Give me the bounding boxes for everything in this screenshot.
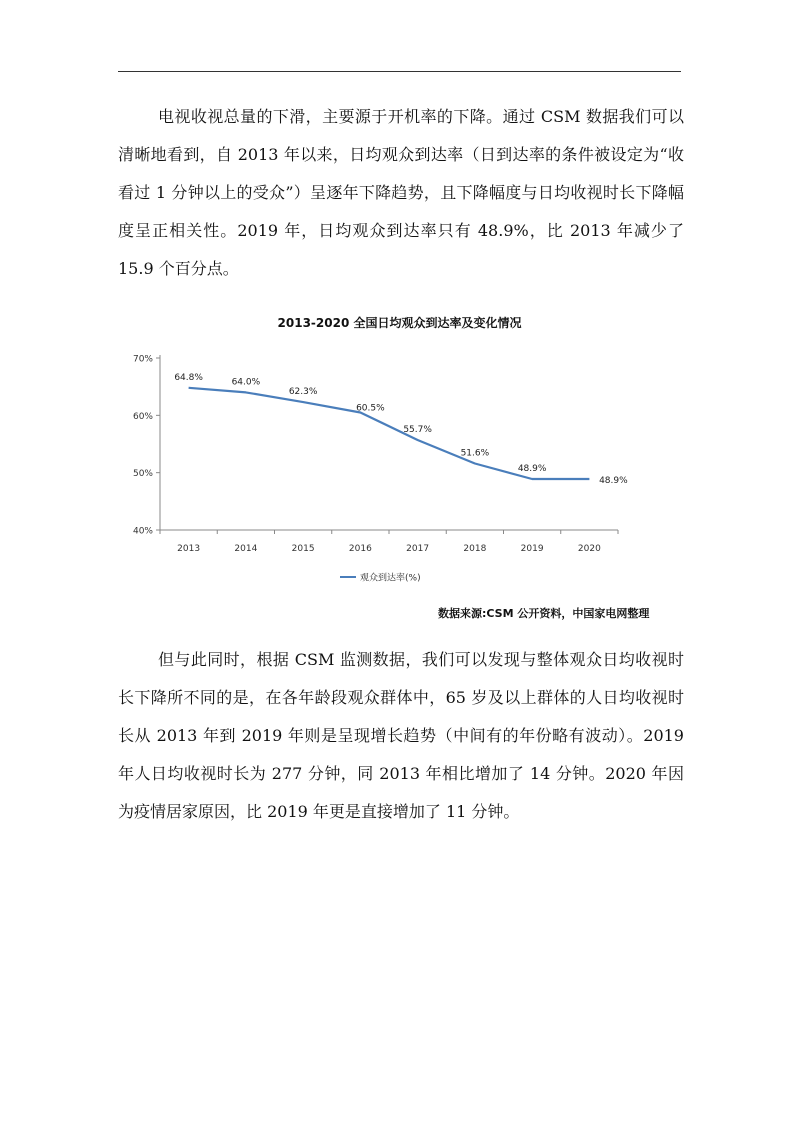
header-rule: [118, 71, 681, 72]
y-tick-label: 40%: [132, 526, 153, 537]
chart-title: 2013-2020 全国日均观众到达率及变化情况: [277, 316, 522, 330]
paragraph-1: 电视收视总量的下滑，主要源于开机率的下降。通过 CSM 数据我们可以清晰地看到，自 2013 年以来，日均观众到达率（日到达率的条件被设定为“收看过 1 分钟以上的受众”）呈逐年下降趋势，且下降幅度与日均收视时长下降幅度呈正相关性。2019 年，日均观众到达率只有 48.9%，比 2013 年减少了 15.9 个百分点。: [118, 107, 684, 278]
data-label: 48.9%: [599, 475, 628, 486]
chart-source-note: 数据来源:CSM 公开资料，中国家电网整理: [438, 607, 650, 620]
x-tick-label: 2019: [520, 544, 544, 554]
x-tick-label: 2020: [577, 544, 601, 554]
x-tick-label: 2017: [406, 544, 430, 554]
x-tick-label: 2016: [348, 544, 372, 554]
data-label: 51.6%: [460, 448, 490, 459]
x-tick-label: 2013: [177, 544, 201, 554]
x-tick-label: 2015: [291, 544, 315, 554]
y-tick-label: 60%: [132, 411, 153, 422]
paragraph-2: 但与此同时，根据 CSM 监测数据，我们可以发现与整体观众日均收视时长下降所不同的是，在各年龄段观众群体中，65 岁及以上群体的人日均收视时长从 2013 年到 2019 年则是呈现增长趋势（中间有的年份略有波动）。2019 年人日均收视时长为 277 分钟，同 2013 年相比增加了 14 分钟。2020 年因为疫情居家原因，比 2019 年更是直接增加了 11 分钟。: [118, 650, 684, 821]
y-tick-label: 50%: [132, 469, 153, 480]
data-label: 62.3%: [288, 387, 318, 398]
data-label: 48.9%: [517, 463, 547, 474]
y-tick-label: 70%: [132, 354, 153, 365]
data-label: 64.0%: [231, 377, 261, 388]
legend-label: 观众到达率(%): [360, 573, 421, 584]
x-tick-label: 2014: [234, 544, 258, 554]
data-label: 55.7%: [403, 424, 432, 435]
line-chart: [118, 345, 628, 595]
x-tick-label: 2018: [463, 544, 487, 554]
data-label: 64.8%: [174, 372, 203, 383]
data-label: 60.5%: [356, 403, 385, 414]
